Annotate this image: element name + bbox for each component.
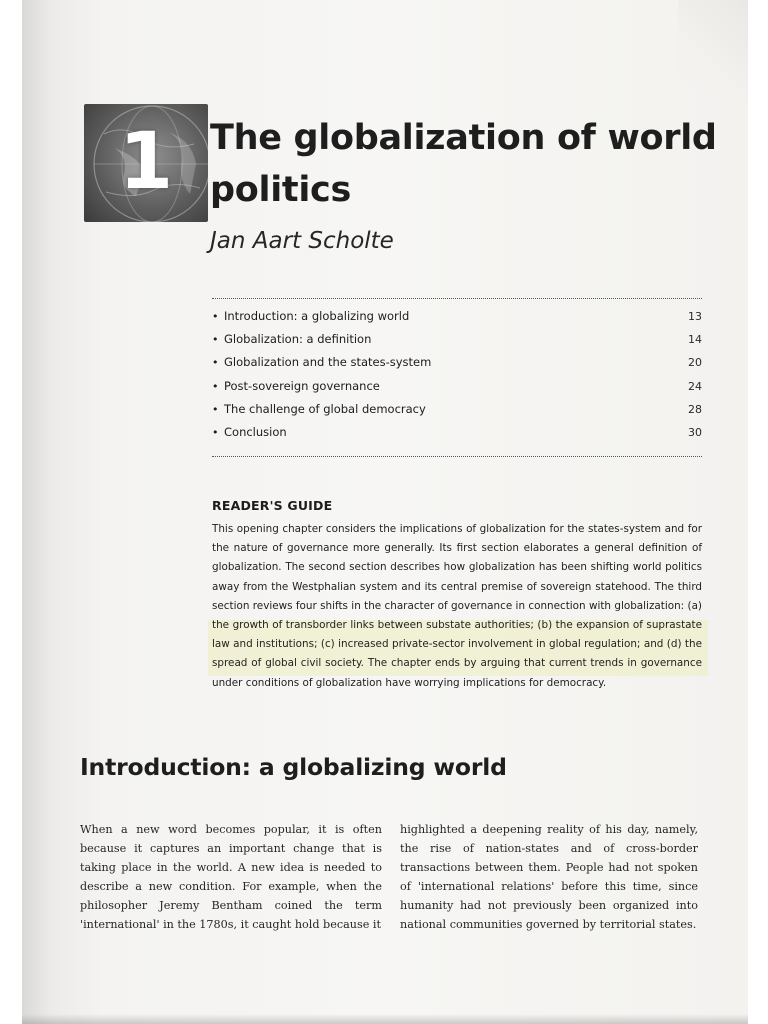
- book-page: [22, 0, 748, 1024]
- toc-item-label: Conclusion: [224, 424, 287, 439]
- readers-guide-text: This opening chapter considers the implications of globalization for the states-system and for the nature of governance more generally. Its first section elaborates a general definition of globalization. The second section describes how globalization has been shifting world politics away from the Westphalian system and its central premise of sovereign statehood. The third section reviews four shifts in the character of governance in connection with globalization: (a) the growth of transborder links between substate authorities; (b) the expansion of suprastate law and institutions; (c) increased private-sector involvement in global regulation; and (d) the spread of global civil society. The chapter ends by arguing that current trends in governance under conditions of globalization have worrying implications for democracy.: [212, 523, 702, 689]
- toc-item: [212, 379, 702, 402]
- page-bottom-edge: [22, 1014, 748, 1024]
- toc-item-label: Globalization: a definition: [224, 332, 372, 347]
- bullet-icon: •: [212, 379, 219, 393]
- chapter-author: Jan Aart Scholte: [210, 228, 394, 254]
- section-heading: Introduction: a globalizing world: [80, 753, 507, 781]
- toc-item: [212, 402, 702, 425]
- chapter-title: The globalization of world politics: [210, 118, 717, 210]
- toc-item: [212, 309, 702, 332]
- bullet-icon: •: [212, 310, 219, 323]
- body-column-left: When a new word becomes popular, it is often because it captures an important change that is taking place in the world. A new idea is needed to describe a new condition. For example, when the philosopher Jeremy Bentham coined the term 'international' in the 1780s, it caught hold because it: [80, 823, 382, 931]
- toc-item-page: 20: [688, 356, 702, 370]
- chapter-contents: [212, 298, 702, 457]
- toc-item-page: 13: [688, 310, 702, 323]
- readers-guide-heading: READER'S GUIDE: [212, 498, 333, 513]
- body-column-right: highlighted a deepening reality of his day, namely, the rise of nation-states and of cross-border transactions between them. People had not spoken of 'international relations' before this time, since humanity had not previously been organized into national communities governed by territorial states.: [400, 823, 698, 931]
- toc-item: [212, 425, 702, 448]
- toc-item-label: Globalization and the states-system: [224, 355, 432, 370]
- toc-item-page: 30: [688, 425, 702, 439]
- toc-item-page: 24: [688, 379, 702, 393]
- chapter-number: 1: [118, 117, 174, 207]
- toc-item-page: 14: [688, 333, 702, 347]
- toc-item: [212, 332, 702, 355]
- bullet-icon: •: [212, 402, 219, 416]
- toc-item-label: Introduction: a globalizing world: [224, 309, 410, 323]
- toc-item-label: The challenge of global democracy: [224, 401, 426, 416]
- bullet-icon: •: [212, 425, 219, 439]
- bullet-icon: •: [212, 356, 219, 370]
- bullet-icon: •: [212, 333, 219, 347]
- toc-item-page: 28: [688, 402, 702, 416]
- toc-item: [212, 355, 702, 378]
- chapter-number-badge: [84, 104, 208, 222]
- toc-item-label: Post-sovereign governance: [224, 378, 380, 393]
- page-corner-fold: [678, 0, 748, 110]
